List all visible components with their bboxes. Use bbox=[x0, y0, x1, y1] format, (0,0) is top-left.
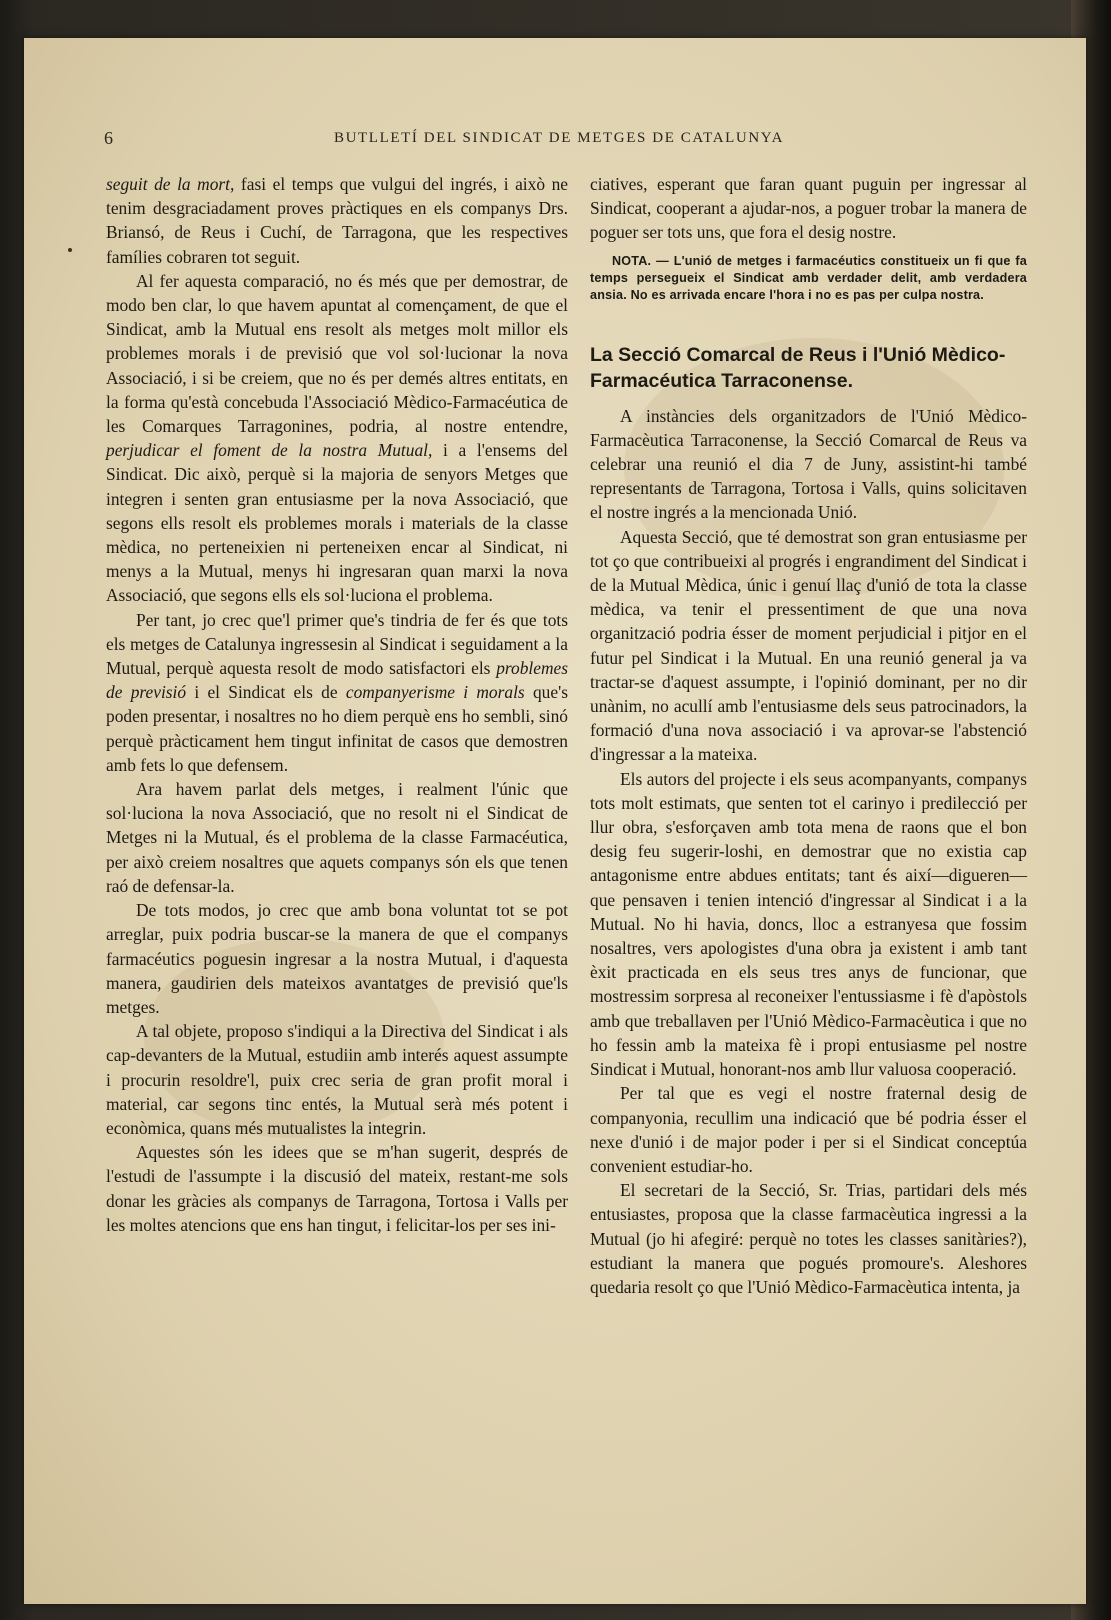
italic-text: seguit de la mort, bbox=[106, 174, 235, 194]
page-header bbox=[24, 128, 1086, 154]
paragraph: El secretari de la Secció, Sr. Trias, partidari dels més entusiastes, proposa que la classe farmacèutica ingressi a la Mutual (jo hi afegiré: perquè no totes les classes sanitàries?), estudiant la manera que pogués promoure's. Aleshores quedaria resolt ço que l'Unió Mèdico-Farmacèutica intenta, ja bbox=[590, 1180, 1027, 1297]
paragraph: ciatives, esperant que faran quant puguin per ingressar al Sindicat, cooperant a ajudar-nos, a poguer trobar la manera de poguer ser tots uns, que fora el desig nostre. bbox=[590, 174, 1027, 243]
paragraph: Per tal que es vegi el nostre fraternal desig de companyonia, recullim una indicació que bé podria ésser el nexe d'unió i de major poder i per si el Sindicat conceptúa convenient estudiar-ho. bbox=[590, 1083, 1027, 1176]
paragraph: Aquestes són les idees que se m'han sugerit, després de l'estudi de l'assumpte i la discusió del mateix, restant-me sols donar les gràcies als companys de Tarragona, Tortosa i Valls per les moltes atencions que ens han tingut, i felicitar-los per ses ini- bbox=[106, 1142, 568, 1235]
paragraph: Ara havem parlat dels metges, i realment l'únic que sol·luciona la nova Associació, que no resolt ni el Sindicat de Metges ni la Mutual, és el problema de la classe Farmacéutica, per això creiem nosaltres que aquets companys són els que tenen raó de defensar-la. bbox=[106, 779, 568, 896]
paragraph: A tal objete, proposo s'indiqui a la Directiva del Sindicat i als cap-devanters de la Mutual, estudiin amb interés aquest assumpte i procurin resoldre'l, puix crec seria de gran profit moral i material, car segons tinc entés, la Mutual serà més potent i econòmica, quans més mutualistes la integrin. bbox=[106, 1021, 568, 1138]
italic-text: problemes de previsió bbox=[106, 658, 568, 703]
text: Al fer aquesta comparació, no és més que per demostrar, de modo ben clar, lo que havem apuntat al començament, de que el Sindicat, amb la Mutual ens resolt als metges molt millor els problemes morals i de previsió que vol sol·lucionar la nova Associació, i si be creiem, que no és per demés altres entitats, en la forma qu'està concebuda l'Associació Mèdico-Farmacéutica de les Comarques Tarragonines, podria, al nostre entendre, bbox=[106, 270, 568, 437]
text: Per tant, jo crec que'l primer que's tindria de fer és que tots els metges de Catalunya ingressesin al Sindicat i seguidament a la Mutual, perquè aquesta resolt de modo satisfactori els bbox=[106, 609, 568, 679]
paragraph: Aquesta Secció, que té demostrat son gran entusiasme per tot ço que contribueixi al progrés i engrandiment del Sindicat i de la Mutual Mèdica, únic i genuí llaç d'unió de tota la classe mèdica, va tenir el pressentiment de que una nova organització podria ésser de moment perjudicial i pitjor en el futur pel Sindicat i la Mutual. En una reunió general ja va tractar-se d'aquest assumpte, i l'opinió dominant, per no dir unànim, no acullí amb l'entusiasme dels seus patrocinadors, la formació d'una nova associació i va aprovar-se l'abstenció d'ingressar a la mateixa. bbox=[590, 526, 1027, 765]
paragraph bbox=[106, 269, 568, 608]
italic-text: perjudicar el foment de la nostra Mutual, bbox=[106, 440, 433, 461]
page-number: 6 bbox=[104, 128, 115, 148]
text: fasi el temps que vulgui del ingrés, i això ne tenim desgraciadament proves pràctiques en els companys Drs. Briansó, de Reus i Cuchí, de Tarragona, que les respectives famílies cobraren tot seguit. bbox=[106, 174, 569, 267]
paragraph: De tots modos, jo crec que amb bona voluntat tot se pot arreglar, puix podria buscar-se la manera de que el companys farmacéutics poguesin ingresar a la nostra Mutual, i d'aquesta manera, gaudirien dels mateixos avantatges de previsió que'ls metges. bbox=[106, 900, 568, 1017]
section-title: La Secció Comarcal de Reus i l'Unió Mèdico-Farmacéutica Tarraconense. bbox=[590, 343, 1006, 392]
left-column bbox=[106, 172, 568, 1237]
italic-text: companyerisme i morals bbox=[345, 682, 525, 703]
footnote: NOTA. — L'unió de metges i farmacéutics constitueix un fi que fa temps persegueix el Sindicat amb verdader delit, amb verdadera ansia. No es arrivada encare l'hora i no es pas per culpa nostra. bbox=[590, 253, 1027, 302]
running-head: BUTLLETÍ DEL SINDICAT DE METGES DE CATALUNYA bbox=[334, 130, 784, 146]
text: i a l'ensems del Sindicat. Dic això, perquè si la majoria de senyors Metges que integren i senten gran entusiasme per la nova Associació, que segons ells resolt els problemes morals i materials de la classe mèdica, no perteneixien ni perteneixen encar al Sindicat, ni menys a la Mutual, menys hi ingresaran quan marxi la nova Associació, que segons ells els sol·luciona el problema. bbox=[106, 440, 568, 606]
document-page bbox=[24, 38, 1086, 1604]
paragraph: A instàncies dels organitzadors de l'Unió Mèdico-Farmacèutica Tarraconense, la Secció Comarcal de Reus va celebrar una reunió el dia 7 de Juny, assistint-hi també representants de Tarragona, Tortosa i Valls, quins solicitaven el nostre ingrés a la mencionada Unió. bbox=[590, 405, 1027, 523]
margin-mark bbox=[68, 248, 72, 252]
right-column bbox=[590, 172, 1027, 1299]
paragraph bbox=[106, 172, 568, 269]
paragraph bbox=[106, 608, 568, 777]
text: i el Sindicat els de bbox=[186, 682, 346, 703]
text: que's poden presentar, i nosaltres no ho diem perquè ens ho sembli, sinó perquè pràcticament hem tingut infinitat de casos que demostren amb fets lo que defensem. bbox=[106, 682, 568, 775]
paragraph: Els autors del projecte i els seus acompanyants, companys tots molt estimats, que senten tot el carinyo i predilecció per llur obra, s'esforçaven amb tota mena de raons que el bon desig feu sugerir-loshi, en demostrar que no existia cap antagonisme entre abdues entitats; tant és així—digueren—que pensaven i tenien intenció d'ingressar al Sindicat i a la Mutual. No hi havia, doncs, lloc a estranyesa que fossim nosaltres, vers apologistes d'una obra ja existent i amb tant èxit practicada en els seus tres anys de funcionar, que mostressim sorpresa al reconeixer l'entussiasme i fè d'apòstols amb que treballaven per l'Unió Mèdico-Farmacèutica i que no ho fessin amb la mateixa fè i propi entusiasme pel nostre Sindicat i Mutual, honorant-nos amb llur valuosa cooperació. bbox=[590, 768, 1027, 1080]
